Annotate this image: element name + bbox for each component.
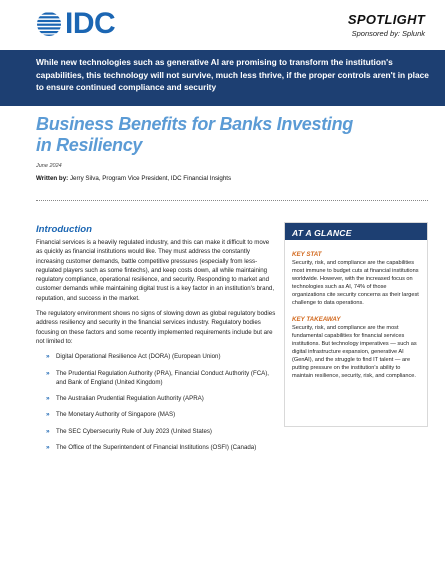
summary-banner [0,50,445,106]
list-item-text: Digital Operational Resilience Act (DORA) (European Union) [56,353,221,361]
banner-text: While new technologies such as generative AI are promising to transform the institution's capabilities, this technology will not survive, much less thrive, if the proper controls aren't in place to ensure continued compliance and security [36,57,429,92]
list-item [36,427,276,436]
glance-title: AT A GLANCE [292,228,352,238]
title-line-2: in Resiliency [36,135,143,155]
regulatory-paragraph: The regulatory environment shows no signs of slowing down as global regulatory bodies address resiliency and security in the financial services industry. Regulatory bodies focusing on these factors and some recently implemented requirements include but are not limited to: [36,310,276,345]
list-item-text: The Australian Prudential Regulation Authority (APRA) [56,395,204,403]
list-item-text: The Office of the Superintendent of Financial Institutions (OSFI) (Canada) [56,444,257,452]
logo-wordmark: IDC [65,7,116,40]
document-title [36,114,396,156]
list-item-text: The Prudential Regulation Authority (PRA), Financial Conduct Authority (FCA), and Bank of England (United Kingdom) [56,369,269,386]
title-line-1: Business Benefits for Banks Investing [36,114,353,134]
intro-paragraph: Financial services is a heavily regulated industry, and this can make it difficult to move as quickly as financial institutions would like. They must address the constantly increasing customer demands, battle competitive pressures (especially from less-regulated players such as some fintechs), and keep costs down, all while maintaining regulatory compliance, operational resilience, and security. Responding to market and customer demands while maintaining digital trust is a key factor in an institution's brand, reputation, and success in the market. [36,239,275,302]
byline [36,175,231,182]
sponsor-text: Sponsored by: Splunk [351,29,425,38]
bullet-chevron-icon: » [46,369,50,377]
section-divider [36,200,428,201]
globe-icon [36,11,62,37]
publication-date: June 2024 [36,163,62,169]
glance-header [285,223,427,240]
regulations-list [36,352,276,452]
list-item-text: The Monetary Authority of Singapore (MAS) [56,411,176,419]
list-item-text: The SEC Cybersecurity Rule of July 2023 (United States) [56,427,212,435]
list-item [36,352,276,361]
idc-logo [36,7,116,40]
list-item [36,394,276,403]
bullet-chevron-icon: » [46,444,50,452]
key-stat-label: KEY STAT [292,251,322,258]
key-takeaway-label: KEY TAKEAWAY [292,316,341,323]
list-item [36,443,276,452]
spotlight-label [348,12,425,38]
list-item [36,369,276,388]
introduction-heading: Introduction [36,224,92,235]
bullet-chevron-icon: » [46,411,50,419]
at-a-glance-box [284,222,428,427]
byline-label: Written by: [36,175,69,182]
byline-author: Jerry Silva, Program Vice President, IDC Financial Insights [69,175,232,182]
list-item [36,410,276,419]
main-column [36,224,276,459]
bullet-chevron-icon: » [46,353,50,361]
key-stat-text: Security, risk, and compliance are the capabilities most immune to budget cuts at financial institutions worldwide. However, with the increased focus on technologies such as AI, 74% of those organizations cite security concerns as their largest challenge to data operations. [292,260,419,306]
glance-body [285,240,427,380]
key-takeaway-text: Security, risk, and compliance are the most fundamental capabilities for financial services institutions. But technology imperatives — such as digital infrastructure expansion, generative AI (GenAI), and the struggle to find IT talent — are putting pressure on the institution's ability to maintain resilience, security, risk, and compliance. [292,325,417,379]
page-header [0,0,445,50]
bullet-chevron-icon: » [46,427,50,435]
spotlight-title: SPOTLIGHT [347,12,425,27]
bullet-chevron-icon: » [46,395,50,403]
